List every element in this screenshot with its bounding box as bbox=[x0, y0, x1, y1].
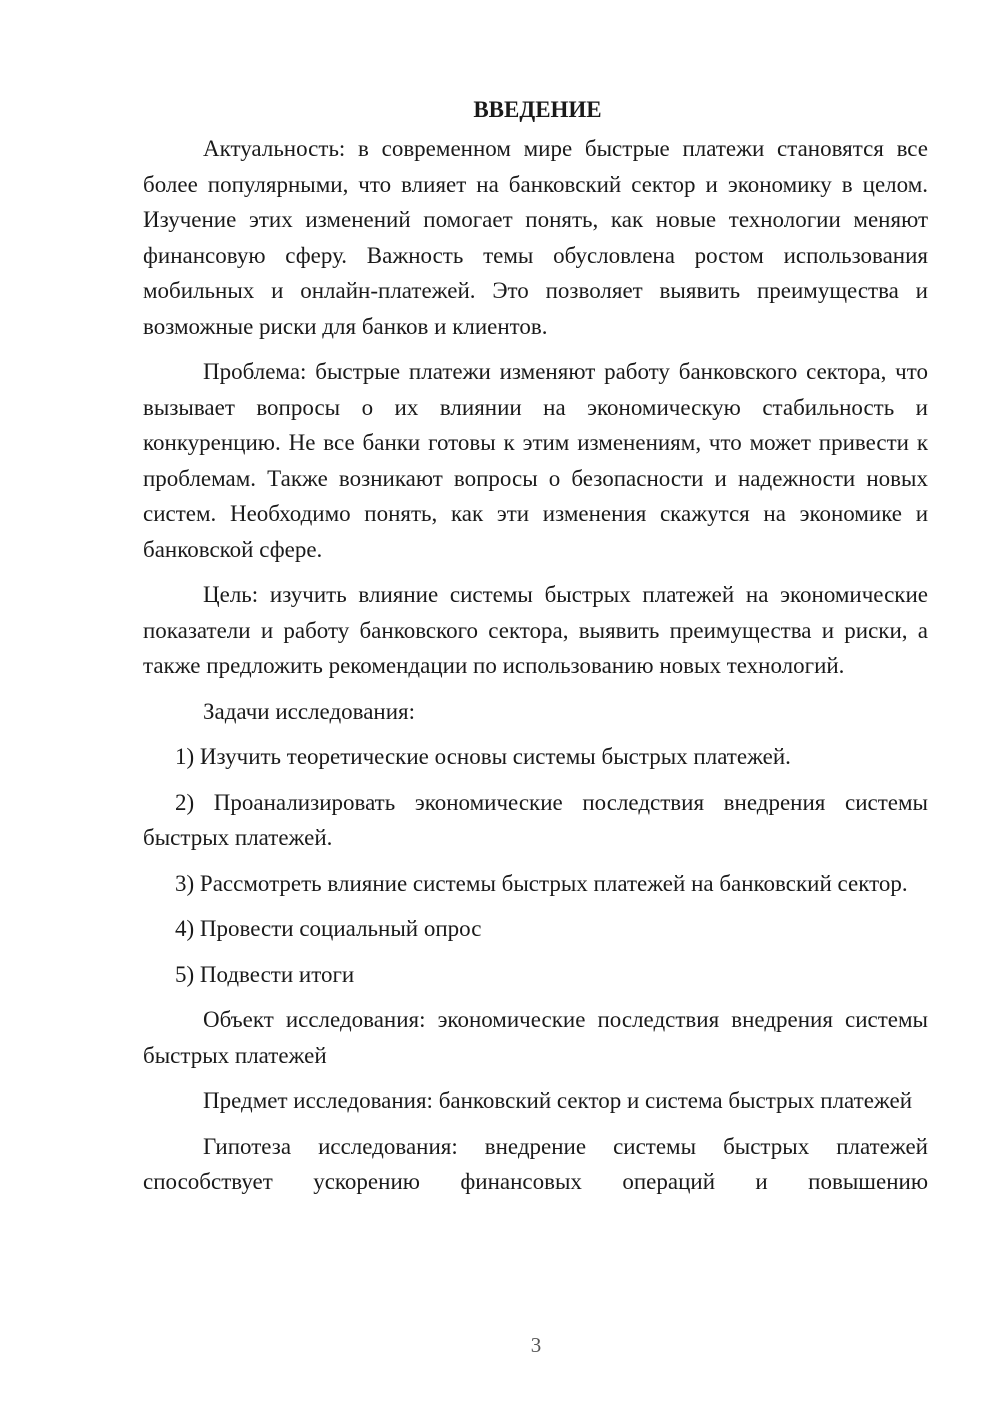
task-item-2: 2) Проанализировать экономические последствия внедрения системы быстрых платежей. bbox=[143, 789, 928, 850]
paragraph-goal: Цель: изучить влияние системы быстрых платежей на экономические показатели и работу банковского сектора, выявить преимущества и риски, а также предложить рекомендации по использованию новых технологий. bbox=[143, 582, 928, 678]
paragraph-tasks-heading: Задачи исследования: bbox=[203, 698, 416, 724]
paragraph-problem: Проблема: быстрые платежи изменяют работу банковского сектора, что вызывает вопросы о их влиянии на экономическую стабильность и конкуренцию. Не все банки готовы к этим изменениям, что может привести к проблемам. Также возникают вопросы о безопасности и надежности новых систем. Необходимо понять, как эти изменения скажутся на экономике и банковской сфере. bbox=[143, 359, 928, 562]
task-item-4: 4) Провести социальный опрос bbox=[175, 916, 482, 941]
task-item-5: 5) Подвести итоги bbox=[175, 961, 355, 987]
task-item-3: 3) Рассмотреть влияние системы быстрых платежей на банковский сектор. bbox=[175, 870, 908, 896]
task-item-1: 1) Изучить теоретические основы системы быстрых платежей. bbox=[175, 744, 791, 769]
section-title: ВВЕДЕНИЕ bbox=[473, 97, 602, 122]
paragraph-subject: Предмет исследования: банковский сектор и система быстрых платежей bbox=[203, 1088, 913, 1113]
paragraph-object: Объект исследования: экономические последствия внедрения системы быстрых платежей bbox=[143, 1007, 928, 1068]
page-number: 3 bbox=[530, 1333, 542, 1357]
paragraph-hypothesis: Гипотеза исследования: внедрение системы быстрых платежей способствует ускорению финансовых операций и повышению bbox=[143, 1133, 928, 1194]
paragraph-relevance: Актуальность: в современном мире быстрые платежи становятся все более популярными, что влияет на банковский сектор и экономику в целом. Изучение этих изменений помогает понять, как новые технологии меняют финансовую сферу. Важность темы обусловлена ростом использования мобильных и онлайн-платежей. Это позволяет выявить преимущества и возможные риски для банков и клиентов. bbox=[143, 136, 928, 339]
